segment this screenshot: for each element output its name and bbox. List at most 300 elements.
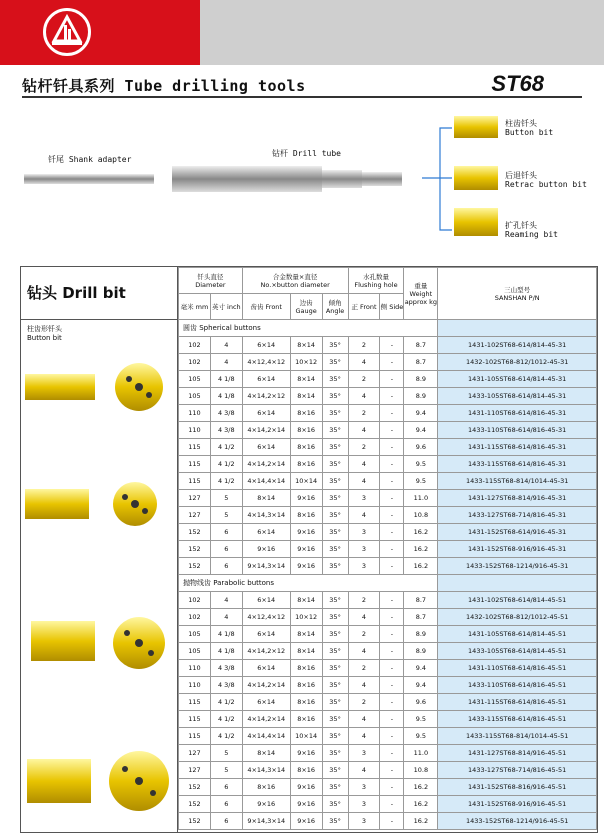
table-cell: -: [380, 643, 404, 660]
table-cell: 8×14: [290, 388, 322, 405]
table-row: [179, 456, 597, 473]
table-cell: 8×16: [290, 456, 322, 473]
table-cell: 6×14: [242, 371, 290, 388]
table-cell: 4 1/8: [210, 626, 242, 643]
table-cell: 10×12: [290, 609, 322, 626]
table-cell: 8×14: [290, 643, 322, 660]
table-cell: 1433-115ST68-614/816-45-51: [438, 711, 597, 728]
table-cell: 1431-115ST68-614/816-45-31: [438, 439, 597, 456]
table-cell: 2: [348, 626, 380, 643]
table-cell: -: [380, 490, 404, 507]
table-title-cell: [21, 267, 178, 320]
table-cell: 115: [179, 694, 211, 711]
table-cell: 110: [179, 422, 211, 439]
table-cell: 1433-115ST68-614/816-45-31: [438, 456, 597, 473]
table-cell: 6: [210, 541, 242, 558]
table-cell: 3: [348, 796, 380, 813]
table-cell: 8×16: [290, 677, 322, 694]
table-cell: 4 1/2: [210, 711, 242, 728]
table-row: [179, 405, 597, 422]
table-row: [179, 354, 597, 371]
table-cell: 127: [179, 507, 211, 524]
table-cell: 152: [179, 796, 211, 813]
table-cell: 9×16: [290, 490, 322, 507]
table-cell: 9×16: [290, 745, 322, 762]
table-cell: 35°: [322, 762, 348, 779]
table-cell: -: [380, 813, 404, 830]
table-cell: 4×14,2×12: [242, 388, 290, 405]
table-cell: 3: [348, 813, 380, 830]
table-cell: 102: [179, 337, 211, 354]
table-cell: 4×14,3×14: [242, 762, 290, 779]
table-cell: 1433-105ST68-614/814-45-31: [438, 388, 597, 405]
table-cell: 9.4: [404, 660, 438, 677]
table-cell: 9.5: [404, 456, 438, 473]
table-cell: 5: [210, 745, 242, 762]
table-cell: -: [380, 779, 404, 796]
table-cell: 9.4: [404, 405, 438, 422]
table-cell: -: [380, 711, 404, 728]
table-cell: 4: [210, 354, 242, 371]
table-cell: 4: [348, 507, 380, 524]
table-cell: 3: [348, 745, 380, 762]
table-cell: 1432-102ST68-812/1012-45-31: [438, 354, 597, 371]
section-row: [179, 575, 597, 592]
table-cell: 8×16: [290, 660, 322, 677]
table-cell: 8.7: [404, 337, 438, 354]
table-cell: 1431-127ST68-814/916-45-31: [438, 490, 597, 507]
table-cell: 35°: [322, 779, 348, 796]
table-row: [179, 660, 597, 677]
table-row: [179, 422, 597, 439]
table-cell: 4: [210, 337, 242, 354]
col-inch: 英寸 inch: [210, 294, 242, 320]
table-cell: 4: [348, 354, 380, 371]
model-code: ST68: [491, 71, 544, 96]
drill-tube-label: 钻杆 Drill tube: [272, 149, 341, 158]
table-cell: 9.4: [404, 677, 438, 694]
table-row: [179, 694, 597, 711]
table-row: [179, 388, 597, 405]
table-cell: 4: [348, 677, 380, 694]
table-cell: 16.2: [404, 796, 438, 813]
table-cell: 6: [210, 813, 242, 830]
table-cell: 16.2: [404, 524, 438, 541]
table-cell: 1431-102ST68-614/814-45-31: [438, 337, 597, 354]
table-cell: 4: [348, 473, 380, 490]
section-row: [179, 320, 597, 337]
table-cell: 4×14,4×14: [242, 728, 290, 745]
table-cell: 9×16: [242, 541, 290, 558]
table-cell: -: [380, 456, 404, 473]
table-cell: 4 3/8: [210, 405, 242, 422]
table-cell: 102: [179, 354, 211, 371]
table-cell: 3: [348, 524, 380, 541]
table-cell: -: [380, 745, 404, 762]
table-cell: 10.8: [404, 507, 438, 524]
table-cell: 8×14: [242, 490, 290, 507]
table-row: [179, 524, 597, 541]
table-cell: -: [380, 405, 404, 422]
table-cell: 11.0: [404, 490, 438, 507]
table-cell: 8×14: [290, 337, 322, 354]
table-cell: 4 1/8: [210, 371, 242, 388]
table-cell: -: [380, 354, 404, 371]
parabolic-bit-photo-1: [31, 617, 165, 669]
brand-red-block: [0, 0, 200, 65]
table-cell: 1433-105ST68-614/814-45-51: [438, 643, 597, 660]
table-cell: 115: [179, 711, 211, 728]
table-cell: 10.8: [404, 762, 438, 779]
table-cell: 152: [179, 558, 211, 575]
table-cell: 9×14,3×14: [242, 558, 290, 575]
table-cell: -: [380, 762, 404, 779]
table-cell: 1431-110ST68-614/816-45-51: [438, 660, 597, 677]
table-row: [179, 643, 597, 660]
table-cell: 8.7: [404, 354, 438, 371]
table-cell: 2: [348, 439, 380, 456]
table-cell: 152: [179, 541, 211, 558]
table-cell: 1431-105ST68-614/814-45-31: [438, 371, 597, 388]
table-cell: 35°: [322, 813, 348, 830]
table-cell: 4×14,4×14: [242, 473, 290, 490]
table-cell: 5: [210, 507, 242, 524]
table-row: [179, 541, 597, 558]
table-cell: 105: [179, 626, 211, 643]
sanshan-logo-icon: [43, 8, 91, 56]
table-cell: 8×16: [290, 762, 322, 779]
table-cell: 6×14: [242, 694, 290, 711]
table-cell: 3: [348, 558, 380, 575]
table-cell: 9×16: [290, 524, 322, 541]
table-cell: 6×14: [242, 405, 290, 422]
table-cell: 6: [210, 558, 242, 575]
table-row: [179, 473, 597, 490]
table-cell: 4×14,2×14: [242, 456, 290, 473]
table-cell: 115: [179, 439, 211, 456]
section-label: 圆齿 Spherical buttons: [179, 320, 438, 337]
col-mm: 毫米 mm: [179, 294, 211, 320]
table-cell: 6: [210, 779, 242, 796]
table-cell: 2: [348, 694, 380, 711]
table-cell: 1433-152ST68-1214/916-45-51: [438, 813, 597, 830]
table-cell: 8.9: [404, 643, 438, 660]
table-cell: 110: [179, 405, 211, 422]
table-cell: 35°: [322, 660, 348, 677]
table-cell: 6×14: [242, 626, 290, 643]
table-cell: 35°: [322, 422, 348, 439]
table-cell: 8.7: [404, 592, 438, 609]
table-cell: 127: [179, 490, 211, 507]
table-row: [179, 439, 597, 456]
table-cell: 4: [348, 609, 380, 626]
table-cell: 35°: [322, 796, 348, 813]
table-cell: 9.5: [404, 473, 438, 490]
table-cell: 9.5: [404, 728, 438, 745]
table-cell: 105: [179, 388, 211, 405]
table-cell: 9.6: [404, 439, 438, 456]
table-cell: 102: [179, 609, 211, 626]
section-label: 抛物线齿 Parabolic buttons: [179, 575, 438, 592]
table-cell: 35°: [322, 490, 348, 507]
table-row: [179, 490, 597, 507]
table-cell: 16.2: [404, 813, 438, 830]
col-flushing: 水孔数量 Flushing hole: [348, 268, 404, 294]
table-cell: 4 1/2: [210, 728, 242, 745]
table-cell: 35°: [322, 524, 348, 541]
table-cell: 4×12,4×12: [242, 354, 290, 371]
table-cell: 35°: [322, 728, 348, 745]
table-cell: 16.2: [404, 558, 438, 575]
col-front: 齿齿 Front: [242, 294, 290, 320]
table-cell: 1431-152ST68-816/916-45-51: [438, 779, 597, 796]
table-cell: 1431-152ST68-614/916-45-31: [438, 524, 597, 541]
table-cell: 4 1/8: [210, 388, 242, 405]
table-row: [179, 507, 597, 524]
table-cell: -: [380, 660, 404, 677]
table-cell: -: [380, 337, 404, 354]
table-cell: 110: [179, 677, 211, 694]
table-cell: 3: [348, 779, 380, 796]
table-cell: 8×14: [290, 371, 322, 388]
table-cell: 4: [348, 728, 380, 745]
table-cell: 35°: [322, 439, 348, 456]
table-cell: 115: [179, 728, 211, 745]
caption-en: Button bit: [27, 334, 62, 342]
table-cell: 2: [348, 660, 380, 677]
table-cell: 105: [179, 371, 211, 388]
table-cell: 35°: [322, 677, 348, 694]
table-cell: 1431-152ST68-916/916-45-31: [438, 541, 597, 558]
table-cell: 35°: [322, 694, 348, 711]
table-cell: 8×16: [242, 779, 290, 796]
specs-body: [179, 320, 597, 830]
bit-images-column: [21, 319, 178, 832]
table-cell: 9×16: [242, 796, 290, 813]
table-cell: 4×14,2×12: [242, 643, 290, 660]
table-cell: 1433-110ST68-614/816-45-31: [438, 422, 597, 439]
table-cell: 3: [348, 490, 380, 507]
table-cell: 4×14,2×14: [242, 711, 290, 728]
table-cell: 6×14: [242, 524, 290, 541]
col-weight: 重量 Weight approx kg: [404, 268, 438, 320]
table-cell: 8×16: [290, 439, 322, 456]
drill-bit-table: [20, 266, 598, 833]
table-cell: 9×16: [290, 541, 322, 558]
table-cell: 35°: [322, 711, 348, 728]
table-cell: 8.9: [404, 626, 438, 643]
table-cell: -: [380, 609, 404, 626]
table-row: [179, 609, 597, 626]
spherical-bit-photo-1: [25, 363, 163, 411]
table-cell: 10×14: [290, 728, 322, 745]
table-cell: -: [380, 694, 404, 711]
button-bit-label-cn: 柱齿钎头: [505, 119, 537, 128]
table-cell: -: [380, 473, 404, 490]
table-row: [179, 626, 597, 643]
table-cell: 35°: [322, 626, 348, 643]
table-cell: 115: [179, 473, 211, 490]
col-part-number: 三山型号 SANSHAN P/N: [438, 268, 597, 320]
parabolic-bit-photo-2: [27, 751, 169, 811]
table-cell: 35°: [322, 456, 348, 473]
table-cell: 4: [348, 388, 380, 405]
table-row: [179, 813, 597, 830]
shank-adapter-label: 钎尾 Shank adapter: [48, 155, 132, 164]
table-cell: -: [380, 388, 404, 405]
table-cell: 35°: [322, 609, 348, 626]
table-cell: 5: [210, 762, 242, 779]
table-cell: 4 3/8: [210, 422, 242, 439]
table-cell: 4×14,3×14: [242, 507, 290, 524]
table-cell: 6×14: [242, 592, 290, 609]
table-cell: 1431-110ST68-614/816-45-31: [438, 405, 597, 422]
table-cell: 152: [179, 524, 211, 541]
table-cell: 5: [210, 490, 242, 507]
table-cell: 4 3/8: [210, 677, 242, 694]
table-cell: 35°: [322, 558, 348, 575]
table-cell: 1433-115ST68-814/1014-45-31: [438, 473, 597, 490]
banner-gray-block: [200, 0, 604, 65]
table-cell: -: [380, 524, 404, 541]
table-row: [179, 796, 597, 813]
table-cell: 1431-105ST68-614/814-45-51: [438, 626, 597, 643]
table-cell: 102: [179, 592, 211, 609]
table-row: [179, 711, 597, 728]
col-angle: 倾角 Angle: [322, 294, 348, 320]
table-cell: 9×16: [290, 813, 322, 830]
table-cell: 10×14: [290, 473, 322, 490]
drill-string-illustration: [22, 108, 582, 248]
table-cell: -: [380, 541, 404, 558]
col-diameter: 钎头直径 Diameter: [179, 268, 243, 294]
table-cell: -: [380, 439, 404, 456]
table-cell: 1431-127ST68-814/916-45-51: [438, 745, 597, 762]
table-cell: 2: [348, 592, 380, 609]
table-cell: 35°: [322, 592, 348, 609]
table-cell: -: [380, 422, 404, 439]
header-banner: [0, 0, 604, 65]
table-row: [179, 592, 597, 609]
table-cell: 4 3/8: [210, 660, 242, 677]
table-cell: 35°: [322, 371, 348, 388]
table-cell: 4: [348, 422, 380, 439]
table-cell: 6×14: [242, 439, 290, 456]
table-cell: 105: [179, 643, 211, 660]
table-cell: 4: [348, 711, 380, 728]
table-cell: 152: [179, 813, 211, 830]
table-cell: -: [380, 796, 404, 813]
table-cell: 4: [210, 609, 242, 626]
table-cell: 1433-110ST68-614/816-45-51: [438, 677, 597, 694]
table-cell: 4×14,2×14: [242, 422, 290, 439]
table-cell: 9×16: [290, 796, 322, 813]
table-cell: 9.6: [404, 694, 438, 711]
table-cell: -: [380, 626, 404, 643]
table-cell: 2: [348, 405, 380, 422]
table-cell: -: [380, 592, 404, 609]
caption-cn: 柱齿形钎头: [27, 325, 62, 333]
table-cell: -: [380, 677, 404, 694]
table-cell: 8.9: [404, 388, 438, 405]
table-cell: 16.2: [404, 541, 438, 558]
table-cell: 6×14: [242, 660, 290, 677]
table-cell: 35°: [322, 405, 348, 422]
col-buttons: 合金数量×直径 No.×button diameter: [242, 268, 348, 294]
table-row: [179, 728, 597, 745]
table-cell: 35°: [322, 354, 348, 371]
table-cell: 8×16: [290, 507, 322, 524]
table-cell: 35°: [322, 507, 348, 524]
table-cell: 3: [348, 541, 380, 558]
table-cell: 110: [179, 660, 211, 677]
table-cell: 9×16: [290, 558, 322, 575]
table-cell: 35°: [322, 473, 348, 490]
table-row: [179, 745, 597, 762]
table-cell: 10×12: [290, 354, 322, 371]
retrac-bit-label-cn: 后退钎头: [505, 171, 537, 180]
table-cell: 8.9: [404, 371, 438, 388]
table-cell: 1431-102ST68-614/814-45-51: [438, 592, 597, 609]
table-cell: 11.0: [404, 745, 438, 762]
table-cell: 9×16: [290, 779, 322, 796]
table-row: [179, 558, 597, 575]
table-cell: 8×16: [290, 694, 322, 711]
table-cell: 1431-115ST68-614/816-45-51: [438, 694, 597, 711]
table-cell: 8×14: [290, 626, 322, 643]
table-row: [179, 337, 597, 354]
table-cell: 8×14: [242, 745, 290, 762]
table-cell: -: [380, 507, 404, 524]
table-cell: 6×14: [242, 337, 290, 354]
table-row: [179, 779, 597, 796]
reaming-bit-label-cn: 扩孔钎头: [505, 221, 537, 230]
table-cell: 2: [348, 371, 380, 388]
table-cell: 4: [348, 643, 380, 660]
table-row: [179, 762, 597, 779]
table-cell: 1433-127ST68-714/816-45-51: [438, 762, 597, 779]
table-title: 钻头 Drill bit: [27, 284, 126, 302]
table-cell: 1433-127ST68-714/816-45-31: [438, 507, 597, 524]
table-cell: 1432-102ST68-812/1012-45-51: [438, 609, 597, 626]
table-cell: 8.7: [404, 609, 438, 626]
table-cell: 35°: [322, 388, 348, 405]
table-cell: 115: [179, 456, 211, 473]
specs-table: [178, 267, 597, 830]
table-cell: 16.2: [404, 779, 438, 796]
table-cell: -: [380, 558, 404, 575]
retrac-bit-label-en: Retrac button bit: [505, 180, 587, 189]
table-cell: 4 1/2: [210, 473, 242, 490]
table-row: [179, 677, 597, 694]
table-cell: 8×16: [290, 711, 322, 728]
table-cell: 9.4: [404, 422, 438, 439]
table-cell: 4 1/8: [210, 643, 242, 660]
table-cell: 6: [210, 524, 242, 541]
table-cell: 8×16: [290, 405, 322, 422]
table-cell: 1433-152ST68-1214/916-45-31: [438, 558, 597, 575]
table-cell: 8×16: [290, 422, 322, 439]
col-flush-side: 侧 Side: [380, 294, 404, 320]
table-cell: 4: [348, 456, 380, 473]
table-cell: -: [380, 728, 404, 745]
table-cell: 4 1/2: [210, 439, 242, 456]
table-cell: -: [380, 371, 404, 388]
col-flush-front: 正 Front: [348, 294, 380, 320]
table-cell: 4 1/2: [210, 694, 242, 711]
spherical-bit-photo-2: [25, 482, 157, 526]
product-diagram: [22, 108, 587, 248]
